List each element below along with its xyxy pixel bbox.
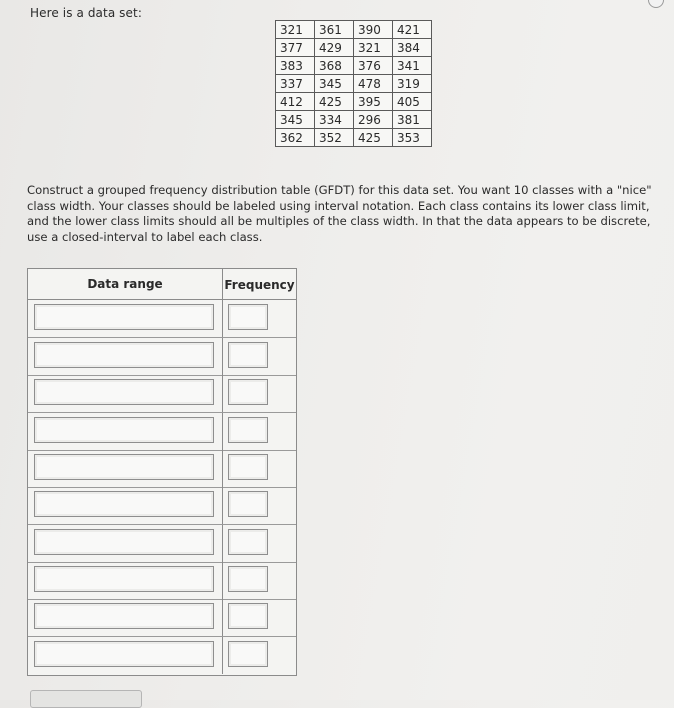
data-set-cell: 421 <box>393 21 432 39</box>
gfdt-row <box>28 375 296 413</box>
instructions-text: Construct a grouped frequency distribution table (GFDT) for this data set. You want 10 classes with a "nice" class width. Your classes should be labeled using interval notation. Each class contains its lower class limit, and the lower class limits should all be multiples of the class width. In that the data appears to be discrete, use a closed-interval to label each class. <box>27 183 652 244</box>
data-set-cell: 345 <box>276 111 315 129</box>
data-set-cell: 341 <box>393 57 432 75</box>
data-set-row <box>276 39 432 57</box>
data-range-input-7[interactable] <box>34 529 214 555</box>
data-range-input-3[interactable] <box>34 379 214 405</box>
frequency-input-2[interactable] <box>228 342 268 368</box>
data-set-cell: 296 <box>354 111 393 129</box>
gfdt-header-row <box>28 269 296 300</box>
data-set-cell: 334 <box>315 111 354 129</box>
gfdt-row <box>28 300 296 338</box>
frequency-input-3[interactable] <box>228 379 268 405</box>
column-divider <box>222 375 223 412</box>
data-set-cell: 321 <box>354 39 393 57</box>
column-divider <box>222 562 223 599</box>
corner-circle-icon <box>648 0 664 8</box>
data-set-cell: 395 <box>354 93 393 111</box>
gfdt-row <box>28 413 296 451</box>
data-set-cell: 377 <box>276 39 315 57</box>
data-set-cell: 405 <box>393 93 432 111</box>
column-divider <box>222 338 223 375</box>
frequency-input-4[interactable] <box>228 417 268 443</box>
data-set-row <box>276 93 432 111</box>
data-set-cell: 384 <box>393 39 432 57</box>
submit-button-partial[interactable] <box>30 690 142 708</box>
header-data-range: Data range <box>28 269 223 299</box>
data-set-cell: 381 <box>393 111 432 129</box>
data-set-cell: 478 <box>354 75 393 93</box>
frequency-input-5[interactable] <box>228 454 268 480</box>
data-range-input-9[interactable] <box>34 603 214 629</box>
gfdt-row <box>28 487 296 525</box>
data-set-row <box>276 57 432 75</box>
frequency-input-8[interactable] <box>228 566 268 592</box>
data-set-cell: 321 <box>276 21 315 39</box>
gfdt-table <box>27 268 297 676</box>
data-set-cell: 352 <box>315 129 354 147</box>
frequency-input-7[interactable] <box>228 529 268 555</box>
frequency-input-10[interactable] <box>228 641 268 667</box>
data-range-input-8[interactable] <box>34 566 214 592</box>
data-set-cell: 383 <box>276 57 315 75</box>
data-set-cell: 362 <box>276 129 315 147</box>
data-range-input-2[interactable] <box>34 342 214 368</box>
data-set-cell: 337 <box>276 75 315 93</box>
data-set-cell: 345 <box>315 75 354 93</box>
data-range-input-1[interactable] <box>34 304 214 330</box>
data-range-input-6[interactable] <box>34 491 214 517</box>
frequency-input-6[interactable] <box>228 491 268 517</box>
frequency-input-9[interactable] <box>228 603 268 629</box>
column-divider <box>222 487 223 524</box>
column-divider <box>222 450 223 487</box>
gfdt-row <box>28 562 296 600</box>
data-range-input-5[interactable] <box>34 454 214 480</box>
data-set-row <box>276 75 432 93</box>
data-set-cell: 319 <box>393 75 432 93</box>
data-set-table <box>275 20 432 147</box>
data-set-cell: 425 <box>354 129 393 147</box>
column-divider <box>222 300 223 337</box>
data-set-cell: 429 <box>315 39 354 57</box>
data-set-cell: 425 <box>315 93 354 111</box>
data-set-cell: 390 <box>354 21 393 39</box>
column-divider <box>222 525 223 562</box>
header-frequency: Frequency <box>224 278 295 292</box>
data-set-row <box>276 129 432 147</box>
frequency-input-1[interactable] <box>228 304 268 330</box>
data-set-row <box>276 21 432 39</box>
gfdt-row <box>28 338 296 376</box>
data-set-cell: 376 <box>354 57 393 75</box>
data-set-cell: 368 <box>315 57 354 75</box>
gfdt-row <box>28 599 296 637</box>
data-range-input-4[interactable] <box>34 417 214 443</box>
data-set-cell: 353 <box>393 129 432 147</box>
gfdt-row <box>28 637 296 674</box>
column-divider <box>222 599 223 636</box>
intro-text: Here is a data set: <box>30 6 142 20</box>
gfdt-row <box>28 525 296 563</box>
data-set-row <box>276 111 432 129</box>
data-set-cell: 361 <box>315 21 354 39</box>
data-set-cell: 412 <box>276 93 315 111</box>
column-divider <box>222 637 223 674</box>
gfdt-row <box>28 450 296 488</box>
data-range-input-10[interactable] <box>34 641 214 667</box>
column-divider <box>222 413 223 450</box>
